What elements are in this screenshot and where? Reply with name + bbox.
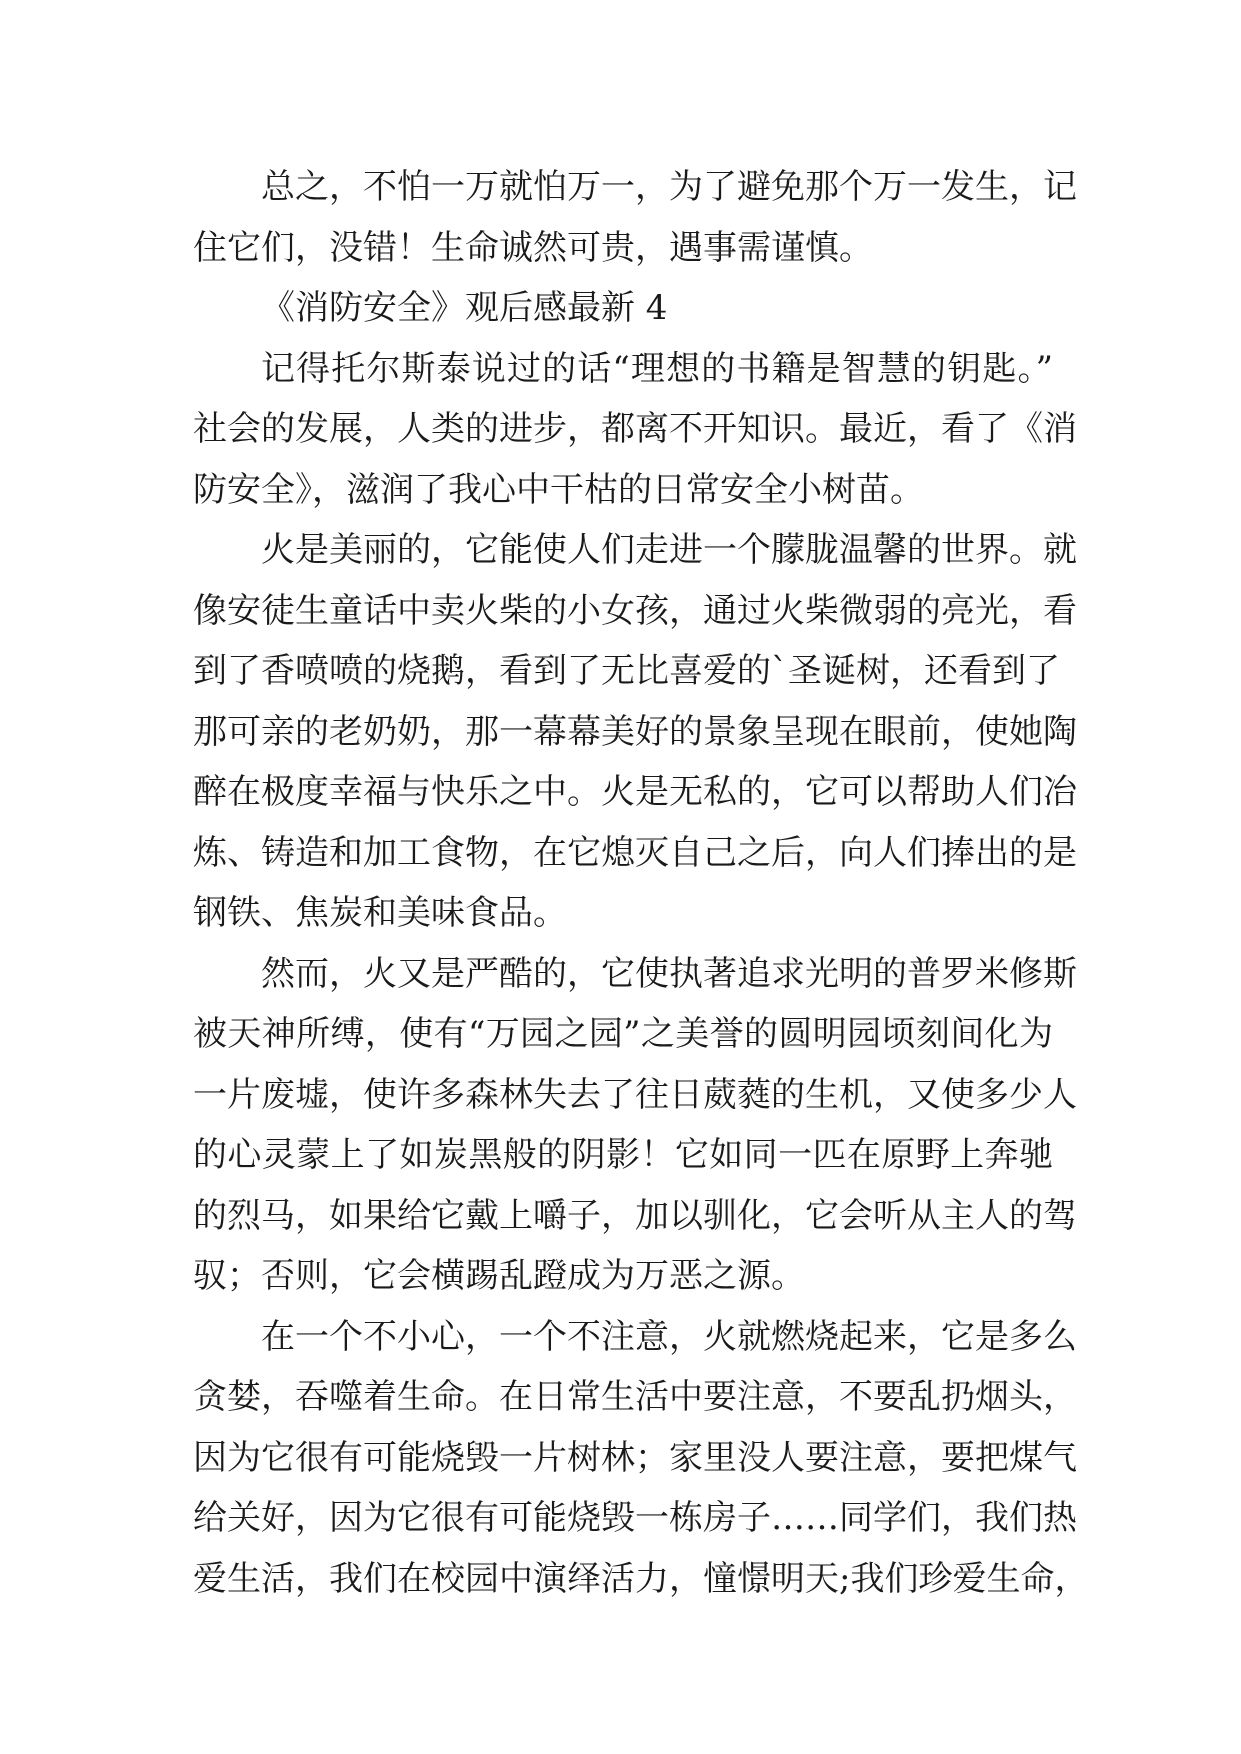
paragraph-fire-cruel: [193, 944, 1077, 1307]
text-line: 记得托尔斯泰说过的话“理想的书籍是智慧的钥匙。”: [261, 348, 1053, 389]
text-line: 总之，不怕一万就怕万一，为了避免那个万一发生，记: [261, 167, 1077, 207]
text-line: 因为它很有可能烧毁一片树林；家里没人要注意，要把煤气: [193, 1437, 1077, 1478]
text-line: 炼、铸造和加工食物，在它熄灭自己之后，向人们捧出的是: [193, 832, 1077, 873]
text-line: 醉在极度幸福与快乐之中。火是无私的，它可以帮助人们冶: [193, 772, 1077, 812]
text-line: 那可亲的老奶奶，那一幕幕美好的景象呈现在眼前，使她陶: [193, 711, 1077, 752]
text-line: 给关好，因为它很有可能烧毁一栋房子……同学们，我们热: [193, 1498, 1077, 1538]
text-line: 被天神所缚，使有“万园之园”之美誉的圆明园顷刻间化为: [193, 1014, 1053, 1054]
text-line: 贪婪，吞噬着生命。在日常生活中要注意，不要乱扔烟头，: [193, 1377, 1077, 1417]
section-heading: [193, 278, 1053, 339]
text-line: 像安徒生童话中卖火柴的小女孩，通过火柴微弱的亮光，看: [193, 590, 1077, 631]
text-line: 住它们，没错！生命诚然可贵，遇事需谨慎。: [193, 227, 873, 268]
text-line: 防安全》，滋润了我心中干枯的日常安全小树苗。: [193, 469, 924, 510]
text-line: 的心灵蒙上了如炭黑般的阴影！它如同一匹在原野上奔驰: [193, 1135, 1053, 1175]
text-line: 的烈马，如果给它戴上嚼子，加以驯化，它会听从主人的驾: [193, 1195, 1077, 1236]
text-line: 到了香喷喷的烧鹅，看到了无比喜爱的`圣诞树，还看到了: [193, 651, 1060, 691]
paragraph-fire-beautiful: [193, 520, 1077, 944]
document-body: [193, 157, 1089, 1609]
text-line: 然而，火又是严酷的，它使执著追求光明的普罗米修斯: [261, 953, 1077, 994]
text-line: 火是美丽的，它能使人们走进一个朦胧温馨的世界。就: [261, 530, 1077, 570]
text-line: 社会的发展，人类的进步，都离不开知识。最近，看了《消: [193, 409, 1077, 449]
text-line: 爱生活，我们在校园中演绎活力，憧憬明天;我们珍爱生命，: [193, 1558, 1089, 1599]
paragraph-conclusion: [193, 157, 1077, 278]
heading-text: 《消防安全》观后感最新 4: [261, 288, 668, 328]
text-line: 驭；否则，它会横踢乱蹬成为万恶之源。: [193, 1256, 805, 1296]
paragraph-fire-caution: [193, 1307, 1089, 1610]
text-line: 钢铁、焦炭和美味食品。: [193, 893, 567, 933]
paragraph-intro: [193, 339, 1077, 521]
text-line: 在一个不小心，一个不注意，火就燃烧起来，它是多么: [261, 1316, 1077, 1357]
text-line: 一片废墟，使许多森林失去了往日葳蕤的生机，又使多少人: [193, 1074, 1077, 1115]
